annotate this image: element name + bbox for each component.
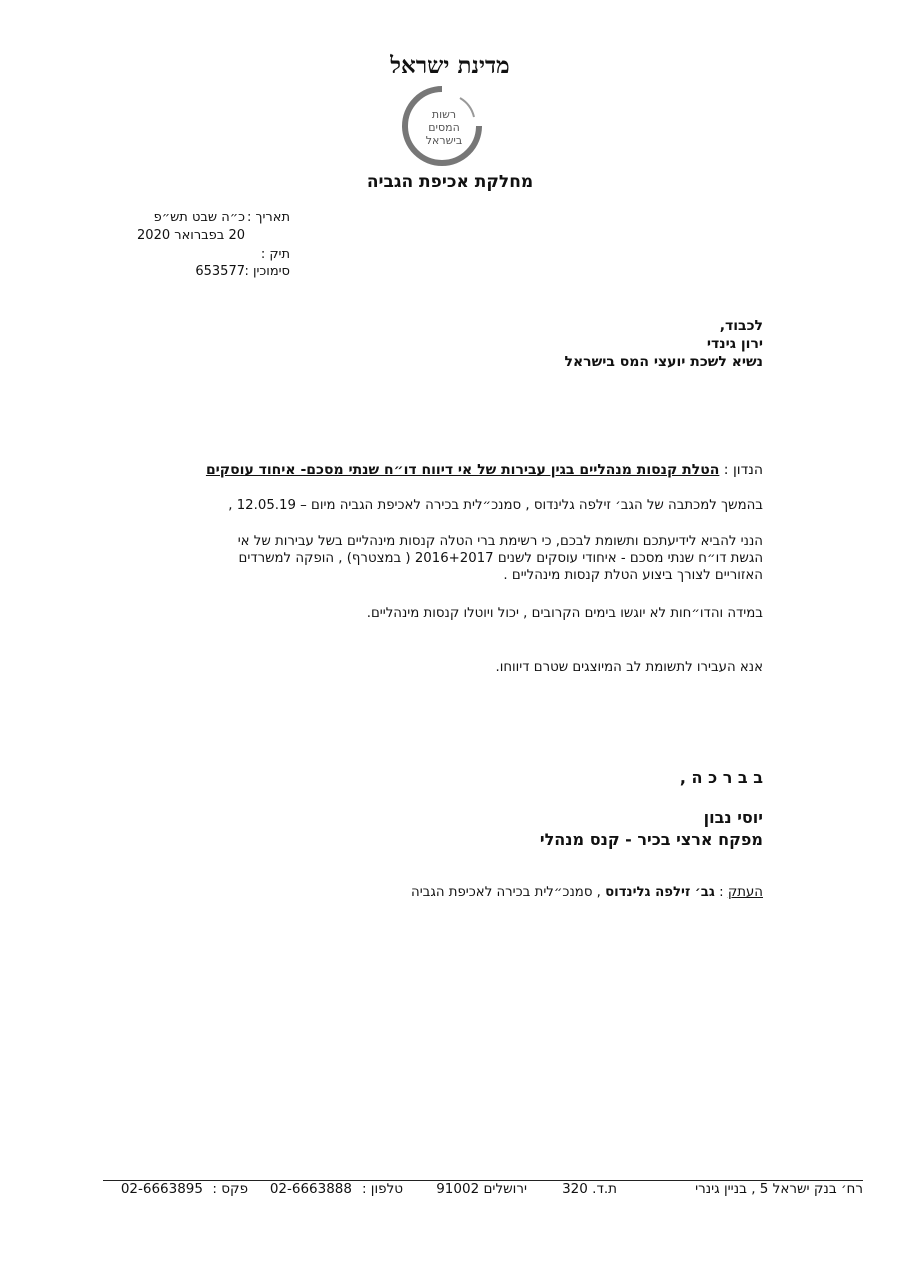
addressee-salutation: לכבוד, (719, 318, 763, 334)
date-label: תאריך : (247, 210, 290, 225)
department-name: מחלקת אכיפת הגביה (366, 172, 534, 192)
copy-rest: , סמנכ״לית בכירה לאכיפת הגביה (411, 885, 601, 900)
footer-po-box: ת.ד. 320 (562, 1181, 617, 1197)
department-title (0, 172, 900, 192)
state-title: מדינת ישראל (390, 52, 510, 79)
footer-fax: 02-6663895 (120, 1181, 203, 1197)
reference-value: 653577 (195, 264, 245, 279)
logo-line-3: בישראל (425, 134, 463, 147)
signer-name: יוסי נבון (703, 808, 763, 827)
subject-text: הטלת קנסות מנהליים בגין עבירות של אי דיווח דו״ח שנתי מסכם- איחוד עוסקים (205, 462, 720, 478)
closing-greeting: ב ב ר כ ה , (679, 768, 763, 787)
reference-label: סימוכין : (244, 264, 290, 279)
paragraph-2-line-1: הנני להביא לידיעתכם ותשומת לבכם, כי רשימת ברי הטלה קנסות מינהליים בשל עבירות של אי (237, 534, 763, 549)
addressee-name: ירון גינדי (706, 336, 763, 352)
subject-line (133, 462, 763, 479)
paragraph-2-line-2: הגשת דו״ח שנתי מסכם - איחודי עוסקים לשנים 2016+2017 ( במצטרף) , הופקה למשרדים (238, 551, 763, 566)
footer-phone: 02-6663888 (269, 1181, 352, 1197)
footer-address: רח׳ בנק ישראל 5 , בניין גינרי (695, 1181, 863, 1197)
paragraph-1: בהמשך למכתבה של הגב׳ זילפה גלינדוס , סמנכ״לית בכירה לאכיפת הגביה מיום – 12.05.19 , (228, 498, 763, 513)
footer-phone-label: טלפון : (361, 1181, 403, 1197)
logo-line-1: רשות (431, 108, 457, 121)
date-hebrew: כ״ה שבט תש״פ (153, 210, 245, 225)
logo-line-2: המסים (428, 121, 460, 134)
copy-label: העתק (727, 885, 763, 900)
copy-name: גב׳ זילפה גלינדוס (605, 885, 715, 900)
paragraph-3: במידה והדו״חות לא יוגשו בימים הקרובים , יכול ויוטלו קנסות מינהליים. (366, 606, 763, 621)
subject-label: הנדון : (723, 462, 763, 478)
signer-title: מפקח ארצי בכיר - קנס מנהלי (539, 830, 763, 849)
date-gregorian: 20 בפברואר 2020 (137, 228, 245, 243)
tax-authority-logo (400, 84, 484, 168)
paragraph-2-line-3: האזוריים לצורך ביצוע הטלת קנסות מינהליים . (503, 568, 763, 583)
copy-line: העתק : גב׳ זילפה גלינדוס , סמנכ״לית בכירה לאכיפת הגביה (411, 885, 763, 900)
file-label: תיק : (260, 247, 290, 262)
addressee-title: נשיא לשכת יועצי המס בישראל (564, 354, 763, 370)
paragraph-4: אנא העבירו לתשומת לב המיוצגים שטרם דיווחו. (495, 660, 763, 675)
footer-fax-label: פקס : (212, 1181, 248, 1197)
footer-city: ירושלים 91002 (436, 1181, 527, 1197)
